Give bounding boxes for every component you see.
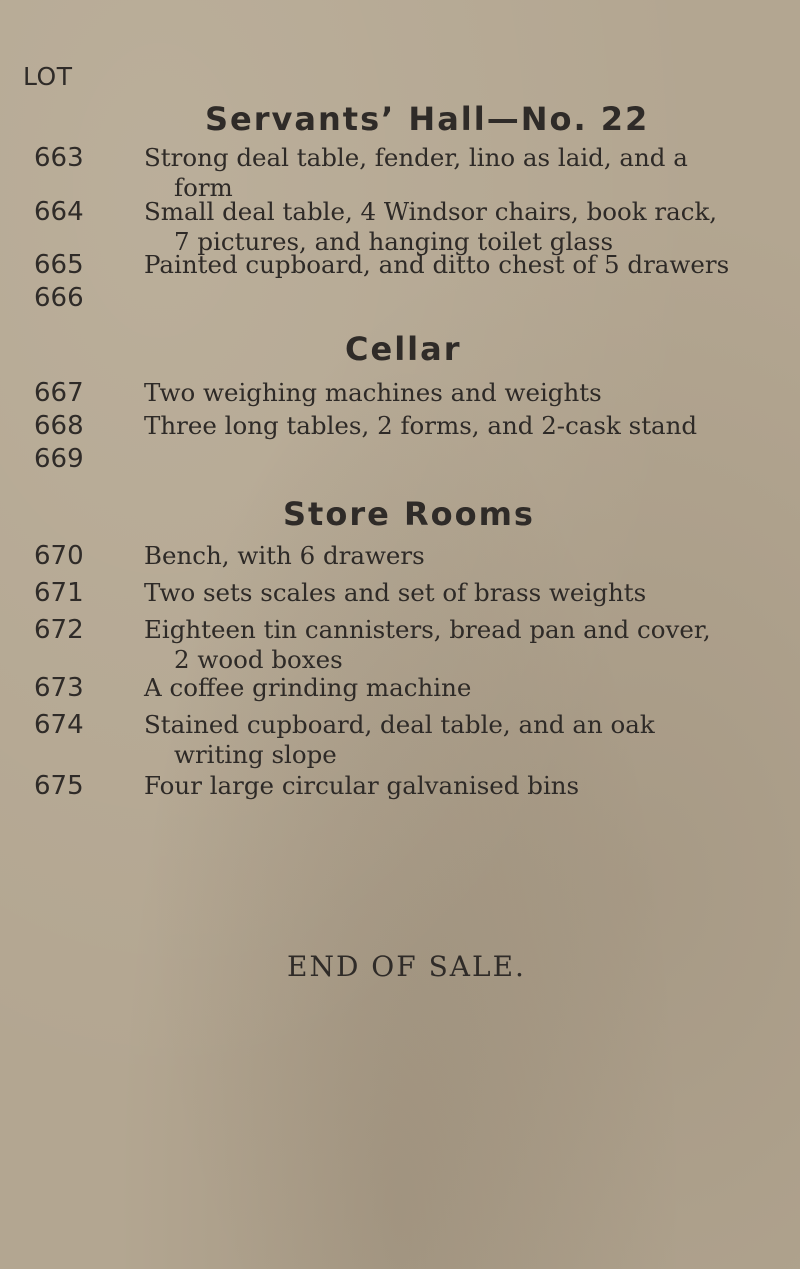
lot-column-header: LOT — [23, 62, 73, 91]
description-line: Bench, with 6 drawers — [144, 541, 425, 570]
description-line: Two sets scales and set of brass weights — [144, 578, 647, 607]
lot-number: 666 — [34, 283, 84, 313]
section-title: Cellar — [345, 330, 462, 368]
lot-description — [144, 250, 784, 280]
lot-description — [144, 578, 784, 608]
lot-number: 673 — [34, 673, 84, 703]
lot-description — [144, 771, 784, 801]
description-line: 2 wood boxes — [174, 645, 343, 674]
lot-number: 671 — [34, 578, 84, 608]
description-line: 7 pictures, and hanging toilet glass — [174, 227, 614, 256]
lot-description — [144, 411, 784, 441]
lot-number: 667 — [34, 378, 84, 408]
lot-number: 672 — [34, 615, 84, 645]
lot-number: 669 — [34, 444, 84, 474]
lot-number: 675 — [34, 771, 84, 801]
lot-description — [144, 673, 784, 703]
lot-description — [144, 541, 784, 571]
section-title: Servants’ Hall—No. 22 — [205, 100, 650, 138]
lot-number: 670 — [34, 541, 84, 571]
description-line: Painted cupboard, and ditto chest of 5 drawers — [144, 250, 730, 279]
description-line: form — [174, 173, 233, 202]
description-line: A coffee grinding machine — [144, 673, 472, 702]
lot-description — [144, 710, 784, 770]
lot-number: 665 — [34, 250, 84, 280]
lot-description — [144, 615, 784, 675]
lot-number: 664 — [34, 197, 84, 227]
lot-number: 668 — [34, 411, 84, 441]
description-line: Three long tables, 2 forms, and 2-cask stand — [144, 411, 698, 440]
description-line: Two weighing machines and weights — [144, 378, 602, 407]
section-title: Store Rooms — [283, 495, 535, 533]
description-line: writing slope — [174, 740, 337, 769]
lot-description — [144, 197, 784, 257]
description-line: Stained cupboard, deal table, and an oak — [144, 710, 655, 739]
lot-description — [144, 143, 784, 203]
description-line: Strong deal table, fender, lino as laid, and a — [144, 143, 688, 172]
description-line: Eighteen tin cannisters, bread pan and cover, — [144, 615, 711, 644]
lot-number: 663 — [34, 143, 84, 173]
description-line: Small deal table, 4 Windsor chairs, book rack, — [144, 197, 718, 226]
closing-text: END OF SALE. — [287, 950, 526, 983]
description-line: Four large circular galvanised bins — [144, 771, 580, 800]
lot-description — [144, 378, 784, 408]
lot-number: 674 — [34, 710, 84, 740]
